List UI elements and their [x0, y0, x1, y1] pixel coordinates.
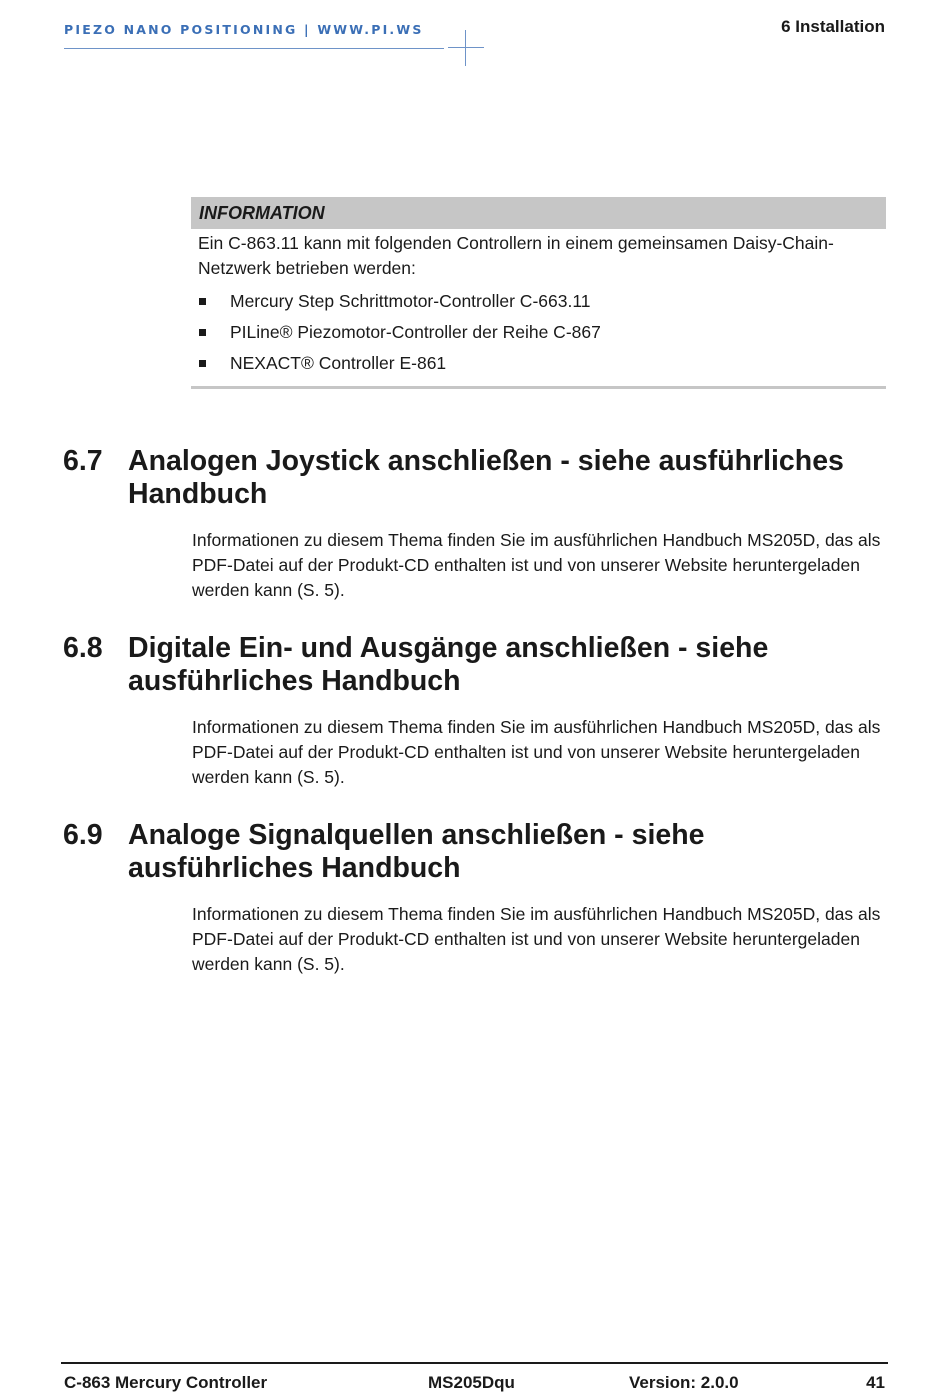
section-title: Analogen Joystick anschließen - siehe ausführliches Handbuch: [128, 445, 844, 510]
square-bullet-icon: [199, 298, 206, 305]
crosshair-horizontal: [448, 47, 484, 48]
section-heading: [63, 819, 893, 885]
header-brand-logo: PIEZO NANO POSITIONING | WWW.PI.WS: [64, 22, 424, 37]
list-item: [191, 317, 886, 348]
section-6-9: [63, 819, 893, 977]
section-heading: [63, 445, 893, 511]
header-rule: [64, 48, 444, 49]
footer-version: Version: 2.0.0: [629, 1373, 739, 1392]
square-bullet-icon: [199, 360, 206, 367]
information-bottom-rule: [191, 386, 886, 389]
section-body: Informationen zu diesem Thema finden Sie im ausführlichen Handbuch MS205D, das als PDF-Datei auf der Produkt-CD enthalten ist und von unserer Website heruntergeladen werden kann (S. 5).: [192, 530, 881, 600]
footer-product-name: C-863 Mercury Controller: [64, 1373, 268, 1392]
section-number: 6.9: [63, 819, 103, 851]
section-title: Digitale Ein- und Ausgänge anschließen - siehe ausführliches Handbuch: [128, 632, 769, 697]
header-chapter-title: 6 Installation: [781, 17, 885, 36]
information-heading: INFORMATION: [191, 197, 886, 229]
section-6-7: [63, 445, 893, 603]
footer-page-number: 41: [866, 1373, 885, 1392]
section-heading: [63, 632, 893, 698]
section-number: 6.8: [63, 632, 103, 664]
list-item-text: NEXACT® Controller E-861: [230, 353, 447, 373]
section-body: Informationen zu diesem Thema finden Sie im ausführlichen Handbuch MS205D, das als PDF-Datei auf der Produkt-CD enthalten ist und von unserer Website heruntergeladen werden kann (S. 5).: [192, 904, 881, 974]
information-box: [191, 197, 886, 389]
section-6-8: [63, 632, 893, 790]
list-item: [191, 348, 886, 379]
list-item-text: Mercury Step Schrittmotor-Controller C-663.11: [230, 291, 591, 311]
section-number: 6.7: [63, 445, 103, 477]
information-list: [191, 286, 886, 379]
crosshair-vertical: [465, 30, 466, 66]
footer-rule: [61, 1362, 888, 1364]
information-text: Ein C-863.11 kann mit folgenden Controllern in einem gemeinsamen Daisy-Chain-Netzwerk betrieben werden:: [198, 233, 834, 278]
list-item-text: PILine® Piezomotor-Controller der Reihe C-867: [230, 322, 601, 342]
list-item: [191, 286, 886, 317]
section-body: Informationen zu diesem Thema finden Sie im ausführlichen Handbuch MS205D, das als PDF-Datei auf der Produkt-CD enthalten ist und von unserer Website heruntergeladen werden kann (S. 5).: [192, 717, 881, 787]
square-bullet-icon: [199, 329, 206, 336]
section-title: Analoge Signalquellen anschließen - siehe ausführliches Handbuch: [128, 819, 705, 884]
footer-document-id: MS205Dqu: [428, 1373, 515, 1392]
